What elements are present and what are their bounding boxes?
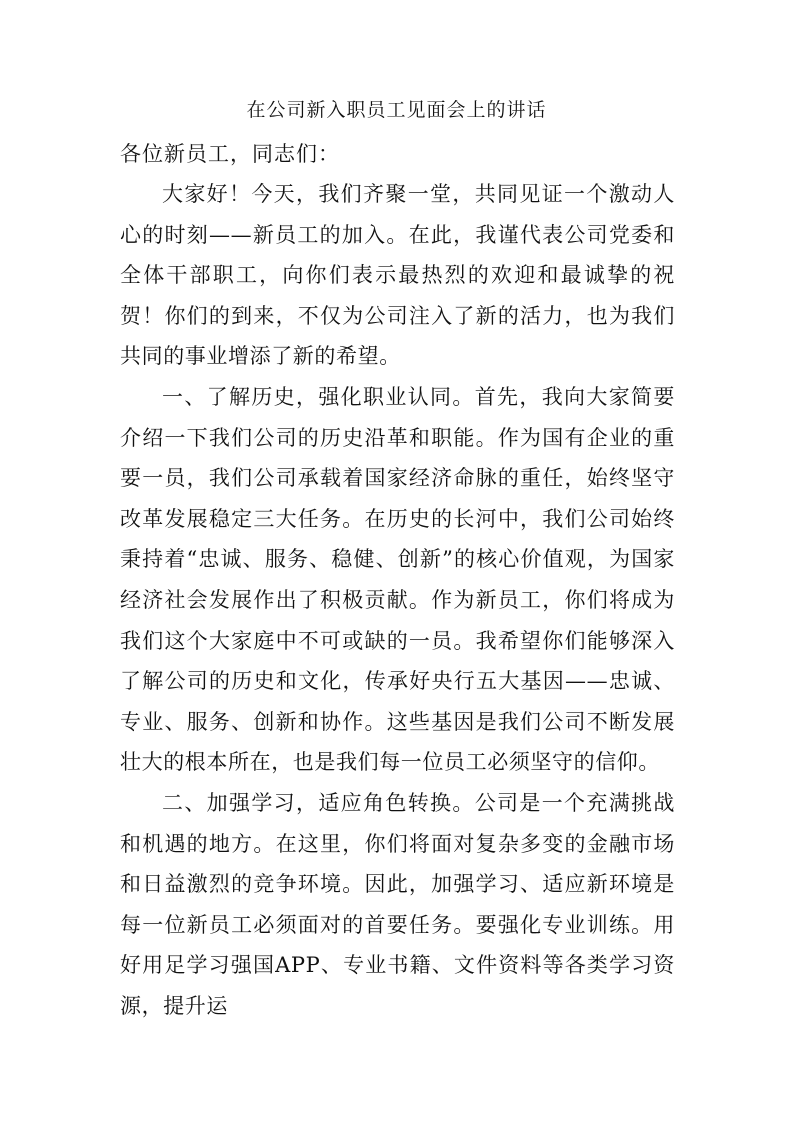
page-title: 在公司新入职员工见面会上的讲话 bbox=[246, 99, 547, 121]
speech-body bbox=[120, 174, 675, 1026]
paragraph-history: 一、了解历史，强化职业认同。首先，我向大家简要介绍一下我们公司的历史沿革和职能。作为国有企业的重要一员，我们公司承载着国家经济命脉的重任，始终坚守改革发展稳定三大任务。在历史的长河中，我们公司始终秉持着“忠诚、服务、稳健、创新”的核心价值观，为国家经济社会发展作出了积极贡献。作为新员工，你们将成为我们这个大家庭中不可或缺的一员。我希望你们能够深入了解公司的历史和文化，传承好央行五大基因——忠诚、专业、服务、创新和协作。这些基因是我们公司不断发展壮大的根本所在，也是我们每一位员工必须坚守的信仰。 bbox=[120, 384, 675, 775]
salutation: 各位新员工，同志们： bbox=[120, 142, 340, 166]
paragraph-welcome: 大家好！今天，我们齐聚一堂，共同见证一个激动人心的时刻——新员工的加入。在此，我谨代表公司党委和全体干部职工，向你们表示最热烈的欢迎和最诚挚的祝贺！你们的到来，不仅为公司注入了新的活力，也为我们共同的事业增添了新的希望。 bbox=[120, 182, 675, 369]
paragraph-learning: 二、加强学习，适应角色转换。公司是一个充满挑战和机遇的地方。在这里，你们将面对复杂多变的金融市场和日益激烈的竞争环境。因此，加强学习、适应新环境是每一位新员工必须面对的首要任务。要强化专业训练。用好用足学习强国APP、专业书籍、文件资料等各类学习资源，提升运 bbox=[120, 790, 675, 1018]
